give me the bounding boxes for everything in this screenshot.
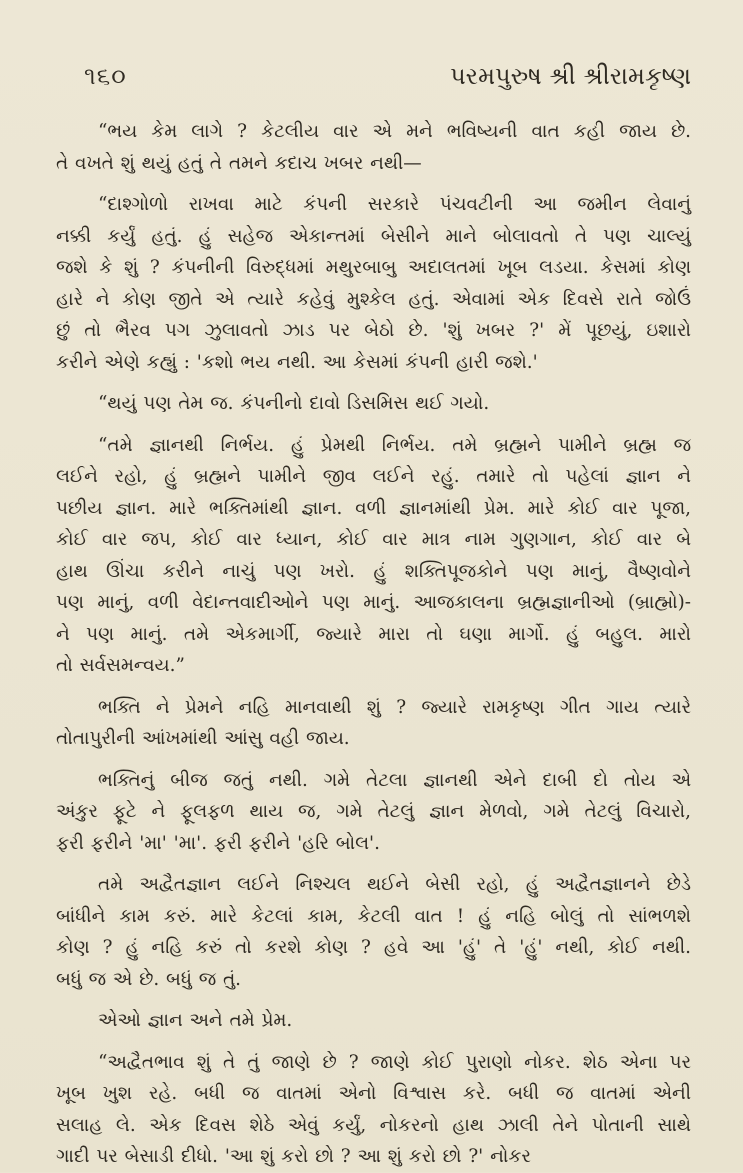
page-number: ૧૬૦: [84, 62, 127, 90]
text-line: એઓ જ્ઞાન અને તમે પ્રેમ.: [98, 1010, 293, 1031]
text-line: નક્કી કર્યું હતું. હું સહેજ એકાન્તમાં બેસીને માને બોલાવતો તે પણ ચાલ્યું: [56, 225, 691, 247]
text-line: હારે ને કોણ જીતે એ ત્યારે કહેવું મુશ્કેલ હતું. એવામાં એક દિવસે રાતે જોઉં: [56, 288, 691, 310]
text-line: બધું જ એ છે. બધું જ તું.: [56, 968, 241, 990]
text-line: પણ માનું, વળી વેદાન્તવાદીઓને પણ માનું. આજકાલના બ્રહ્મજ્ઞાનીઓ (બ્રાહ્મો)-: [56, 592, 691, 613]
paragraph: [56, 189, 691, 378]
text-line: ગાદી પર બેસાડી દીધો. 'આ શું કરો છો ? આ શું કરો છો ?' નોકર: [56, 1146, 531, 1167]
text-line: ભક્તિ ને પ્રેમને નહિ માનવાથી શું ? જ્યારે રામકૃષ્ણ ગીત ગાય ત્યારે: [98, 696, 691, 718]
paragraph: [56, 116, 691, 179]
text-line: ને પણ માનું. તમે એકમાર્ગી, જ્યારે મારા તો ઘણા માર્ગો. હું બહુલ. મારો: [56, 623, 691, 645]
text-line: ફરી ફરીને 'મા' 'મા'. ફરી ફરીને 'હરિ બોલ'.: [56, 832, 380, 854]
text-line: હાથ ઊંચા કરીને નાચું પણ ખરો. હું શક્તિપૂજકોને પણ માનું, વૈષ્ણવોને: [56, 560, 691, 582]
text-line: પછીય જ્ઞાન. મારે ભક્તિમાંથી જ્ઞાન. વળી જ્ઞાનમાંથી પ્રેમ. મારે કોઈ વાર પૂજા,: [56, 497, 691, 519]
paragraph: [56, 388, 691, 420]
text-line: ભક્તિનું બીજ જતું નથી. ગમે તેટલા જ્ઞાનથી એને દાબી દો તોય એ: [98, 769, 691, 791]
text-line: તોતાપુરીની આંખમાંથી આંસુ વહી જાય.: [56, 728, 350, 749]
text-line: “તમે જ્ઞાનથી નિર્ભય. હું પ્રેમથી નિર્ભય. તમે બ્રહ્મને પામીને બ્રહ્મ જ: [98, 434, 691, 456]
text-line: બાંધીને કામ કરું. મારે કેટલાં કામ, કેટલી વાત ! હું નહિ બોલું તો સાંભળશે: [56, 905, 691, 927]
text-line: “થયું પણ તેમ જ. કંપનીનો દાવો ડિસમિસ થઈ ગયો.: [98, 393, 490, 414]
text-line: અંકુર ફૂટે ને ફૂલફળ થાય જ, ગમે તેટલું જ્ઞાન મેળવો, ગમે તેટલું વિચારો,: [56, 801, 691, 822]
body-text: [56, 116, 691, 1173]
text-line: કોઈ વાર જપ, કોઈ વાર ધ્યાન, કોઈ વાર માત્ર નામ ગુણગાન, કોઈ વાર બે: [56, 529, 691, 550]
text-line: “ભય કેમ લાગે ? કેટલીય વાર એ મને ભવિષ્યની વાત કહી જાય છે.: [98, 121, 691, 142]
paragraph: [56, 869, 691, 995]
text-line: “દાશ્ગોળો રાખવા માટે કંપની સરકારે પંચવટીની આ જમીન લેવાનું: [98, 194, 691, 215]
text-line: “અદ્વૈતભાવ શું તે તું જાણે છે ? જાણે કોઈ પુરાણો નોકર. શેઠ એના પર: [98, 1051, 691, 1073]
paragraph: [56, 765, 691, 860]
text-line: કોણ ? હું નહિ કરું તો કરશે કોણ ? હવે આ 'હું' તે 'હું' નથી, કોઈ નથી.: [56, 937, 691, 958]
page-header: [56, 58, 691, 108]
paragraph: [56, 692, 691, 755]
running-title: પરમપુરુષ શ્રી શ્રીરામકૃષ્ણ: [450, 62, 691, 90]
text-line: લઈને રહો, હું બ્રહ્મને પામીને જીવ લઈને રહું. તમારે તો પહેલાં જ્ઞાન ને: [56, 466, 691, 487]
paragraph: [56, 1047, 691, 1173]
paragraph: [56, 1005, 691, 1037]
text-line: તો સર્વસમન્વય.”: [56, 655, 185, 676]
text-line: તે વખતે શું થયું હતું તે તમને કદાચ ખબર નથી—: [56, 152, 422, 174]
text-line: ખૂબ ખુશ રહે. બધી જ વાતમાં એનો વિશ્વાસ કરે. બધી જ વાતમાં એની: [56, 1083, 691, 1104]
text-line: સલાહ લે. એક દિવસ શેઠે એવું કર્યું, નોકરનો હાથ ઝાલી તેને પોતાની સાથે: [56, 1114, 691, 1136]
text-line: જશે કે શું ? કંપનીની વિરુદ્ધમાં મથુરબાબુ અદાલતમાં ખૂબ લડયા. કેસમાં કોણ: [56, 257, 691, 278]
text-line: તમે અદ્વૈતજ્ઞાન લઈને નિશ્ચલ થઈને બેસી રહો, હું અદ્વૈતજ્ઞાનને છેડે: [98, 874, 691, 895]
paragraph: [56, 430, 691, 682]
text-line: છું તો ભૈરવ પગ ઝુલાવતો ઝાડ પર બેઠો છે. 'શું ખબર ?' મેં પૂછયું, ઇશારો: [56, 320, 691, 341]
text-line: કરીને એણે કહ્યું : 'કશો ભય નથી. આ કેસમાં કંપની હારી જશે.': [56, 351, 538, 373]
